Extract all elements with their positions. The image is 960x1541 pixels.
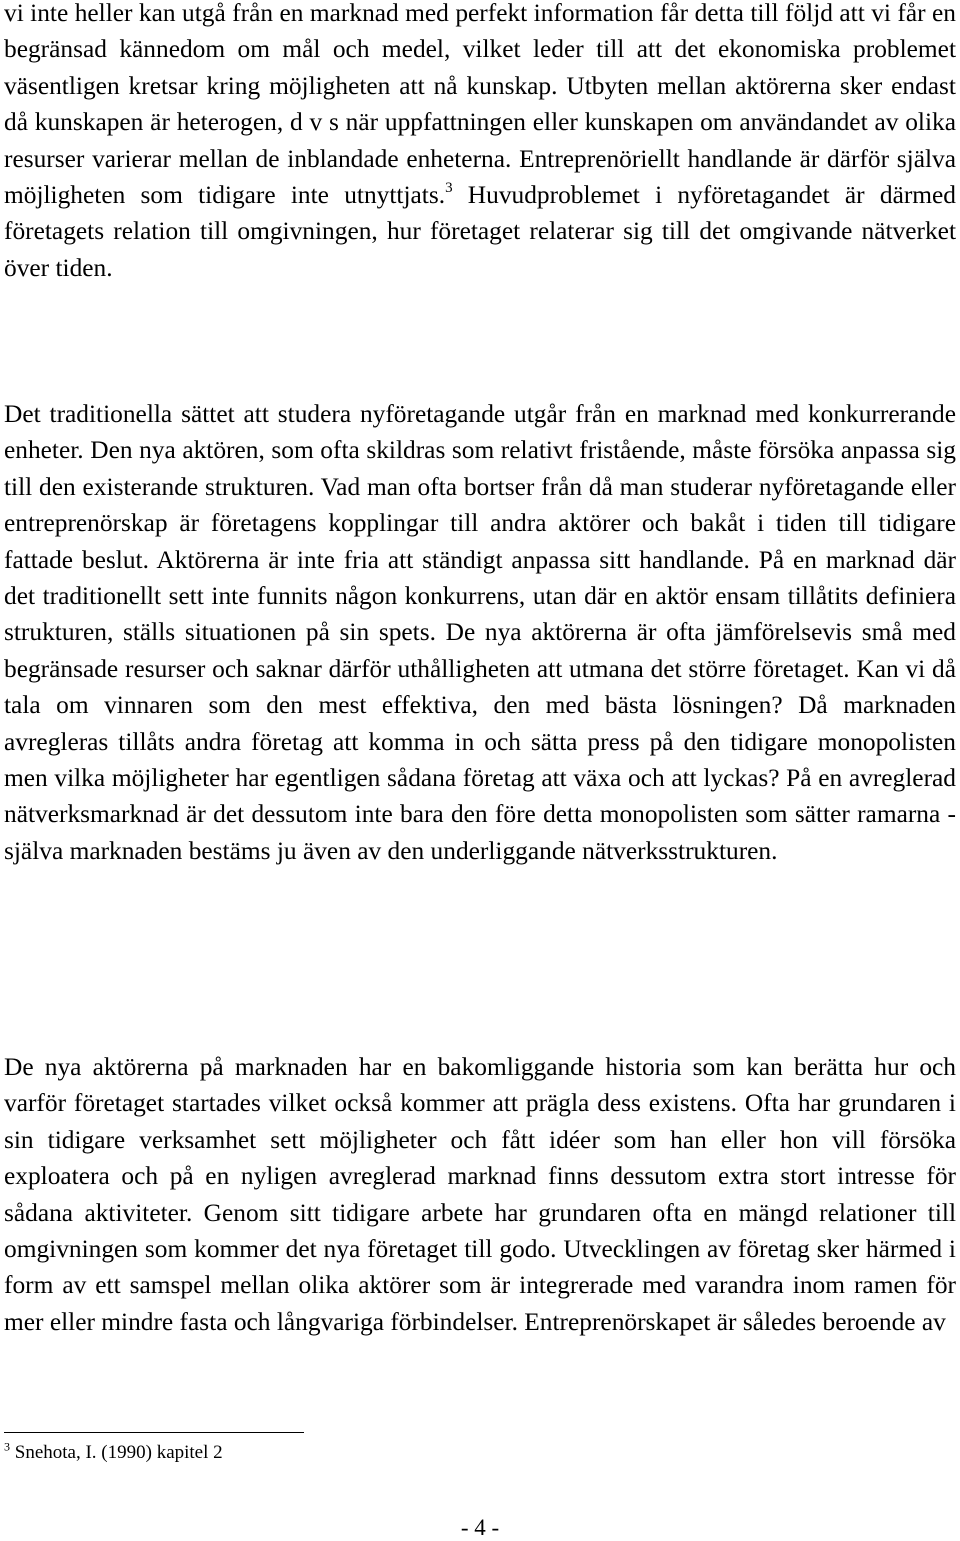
paragraph-1-text-continued: Huvudproblemet i nyföretagandet är därmed företagets relation till omgivningen, hur företaget relaterar sig till det omgivande nätverket över tiden. (4, 181, 957, 282)
paragraph-1-text: vi inte heller kan utgå från en marknad med perfekt information får detta till följd att vi får en begränsad kännedom om mål och medel, vilket leder till att det ekonomiska problemet väsentligen kretsar kring möjligheten att nå kunskap. Utbyten mellan aktörerna sker endast då kunskapen är heterogen, d v s när uppfattningen eller kunskapen om användandet av olika resurser varierar mellan de inblandade enheterna. Entreprenöriellt handlande är därför själva möjligheten som tidigare inte utnyttjats. (4, 0, 956, 210)
footnote-text: Snehota, I. (1990) kapitel 2 (10, 1442, 223, 1463)
paragraph-1 (4, 0, 956, 286)
page-number: - 4 - (460, 1515, 500, 1540)
footnote-reference: 3 (445, 179, 453, 196)
paragraph-2: Det traditionella sättet att studera nyföretagande utgår från en marknad med konkurrerande enheter. Den nya aktören, som ofta skildras som relativt fristående, måste försöka anpassa sig till den existerande strukturen. Vad man ofta bortser från då man studerar nyföretagande eller entreprenörskap är företagens kopplingar till andra aktörer och bakåt i tiden till tidigare fattade beslut. Aktörerna är inte fria att ständigt anpassa sitt handlande. På en marknad där det traditionellt sett inte funnits någon konkurrens, utan där en aktör ensam tillåtits definiera strukturen, ställs situationen på sin spets. De nya aktörerna är ofta jämförelsevis små med begränsade resurser och saknar därför uthålligheten att utmana det större företaget. Kan vi då tala om vinnaren som den mest effektiva, den med bästa lösningen? Då marknaden avregleras tillåts andra företag att komma in och sätta press på den tidigare monopolisten men vilka möjligheter har egentligen sådana företag att växa och att lyckas? På en avreglerad nätverksmarknad är det dessutom inte bara den före detta monopolisten som sätter ramarna - själva marknaden bestäms ju även av den underliggande nätverksstrukturen. (4, 400, 956, 865)
paragraph-3: De nya aktörerna på marknaden har en bakomliggande historia som kan berätta hur och varför företaget startades vilket också kommer att prägla dess existens. Ofta har grundaren i sin tidigare verksamhet sett möjligheter och fått idéer som han eller hon vill försöka exploatera och på en nyligen avreglerad marknad finns dessutom extra stort intresse för sådana aktiviteter. Genom sitt tidigare arbete har grundaren ofta en mängd relationer till omgivningen som kommer det nya företaget till godo. Utvecklingen av företag sker härmed i form av ett samspel mellan olika aktörer som är integrerade med varandra inom ramen för mer eller mindre fasta och långvariga förbindelser. Entreprenörskapet är således beroende av (4, 1053, 956, 1336)
footnote (4, 1441, 223, 1465)
footnote-mark: 3 (4, 1439, 10, 1454)
footnote-separator (4, 1432, 304, 1433)
